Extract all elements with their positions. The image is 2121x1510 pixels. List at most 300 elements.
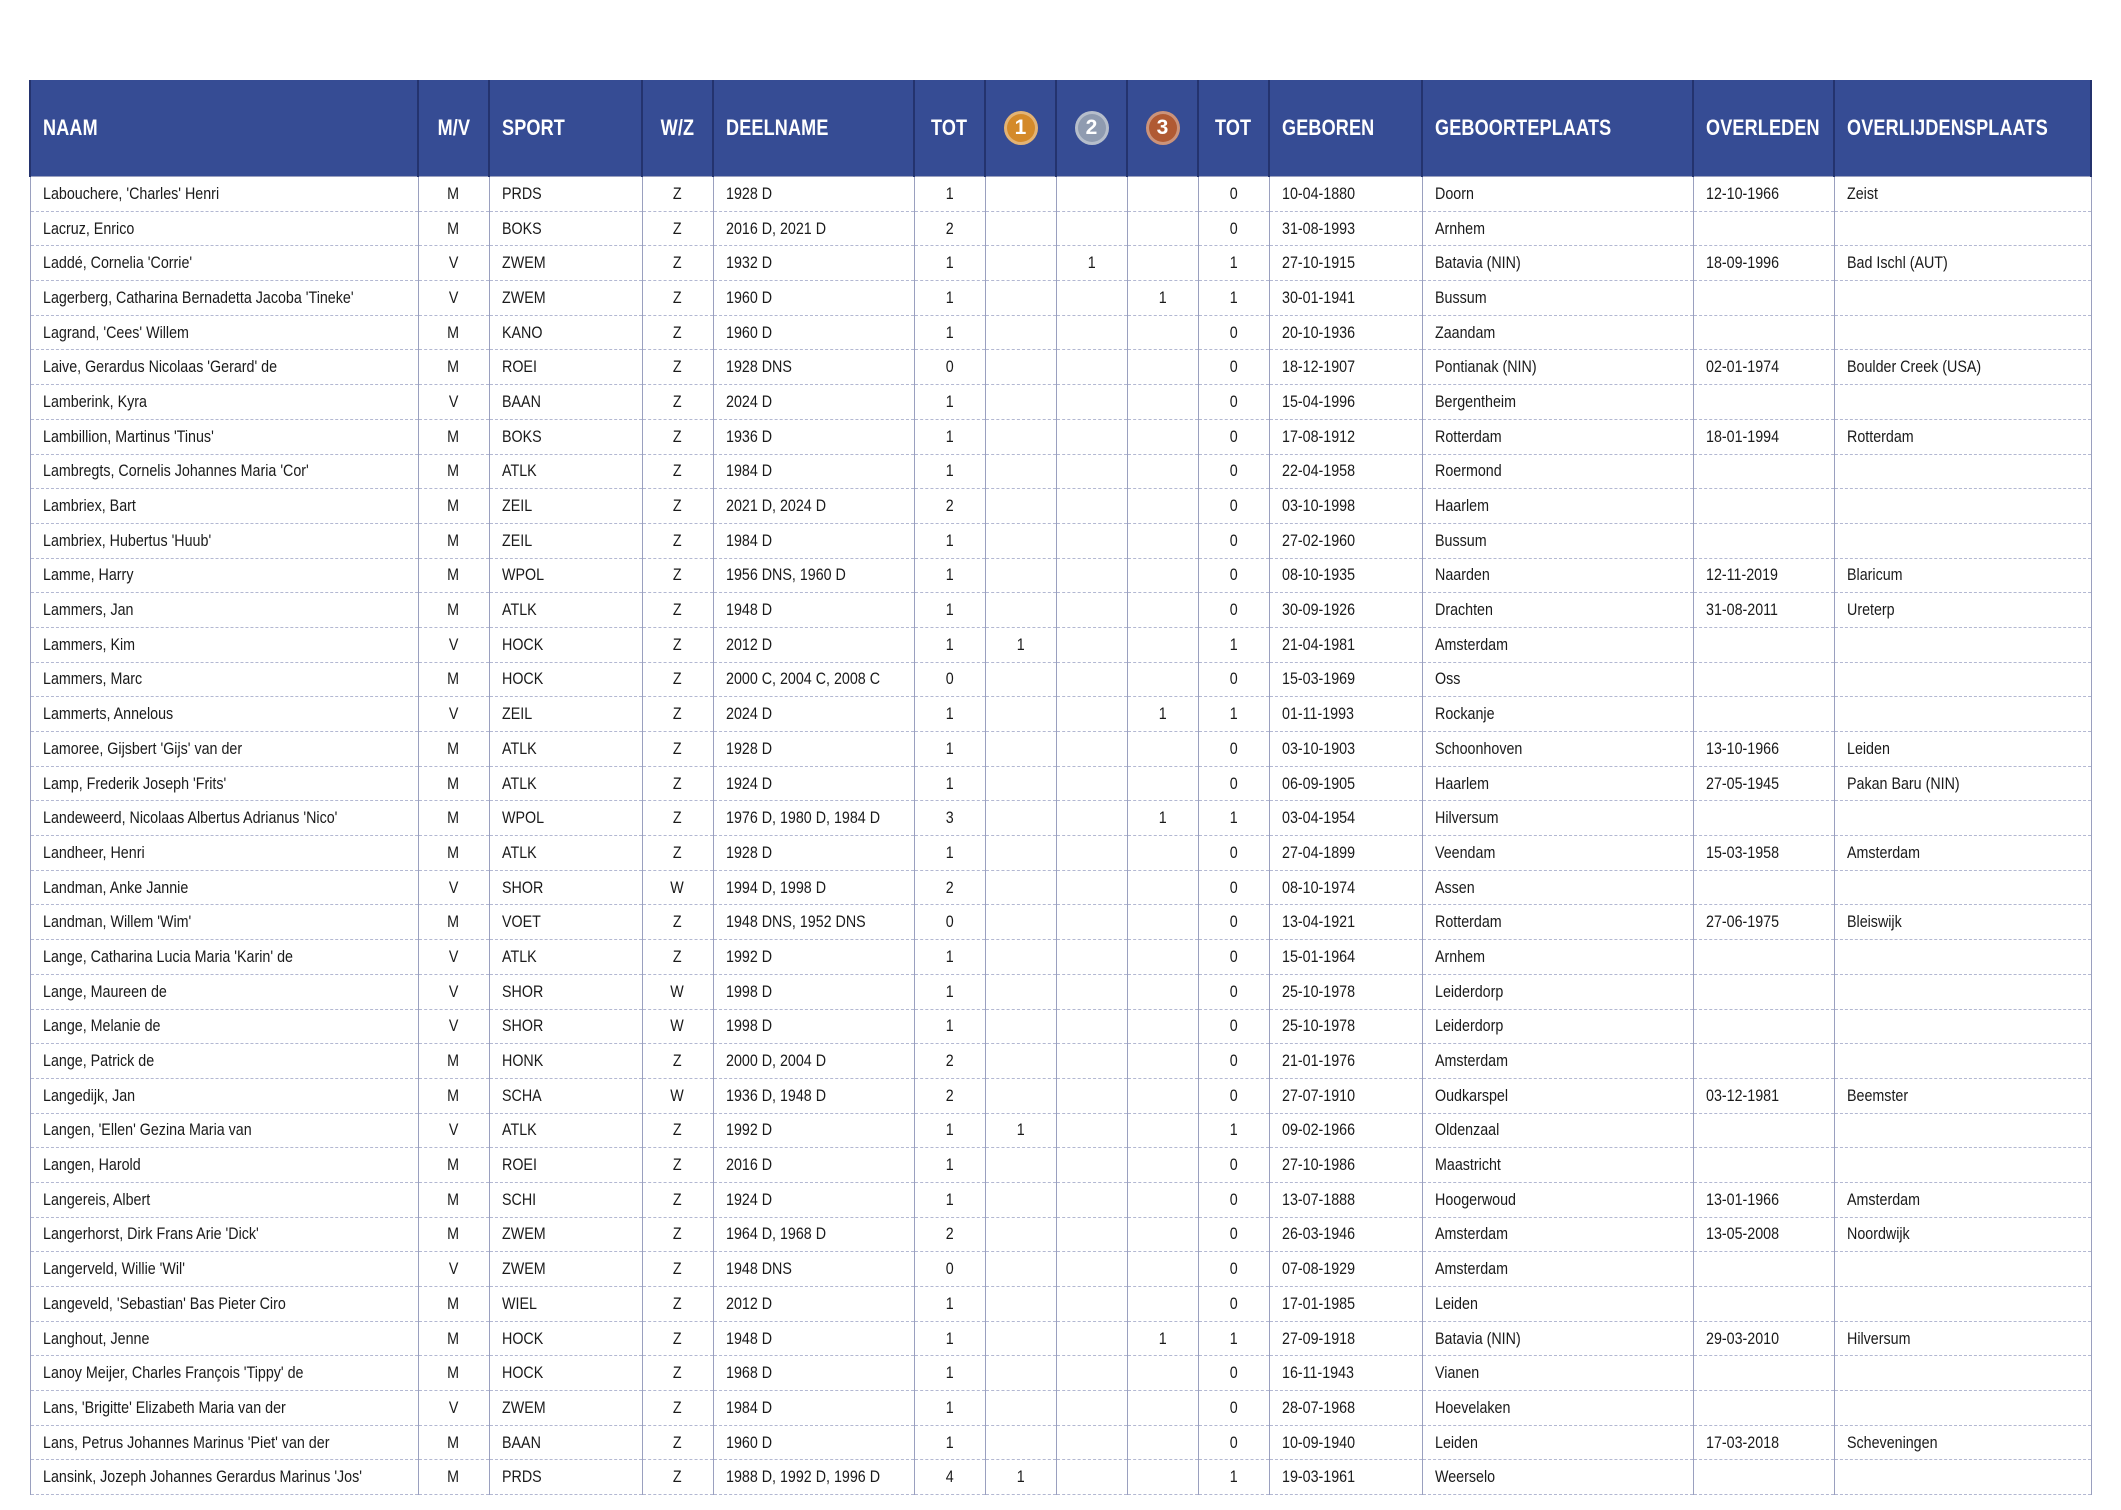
cell-geboren-text: 08-10-1974 [1281,877,1355,897]
cell-naam-text: Langen, Harold [42,1155,141,1175]
cell-overleden [1693,627,1834,662]
cell-naam-text: Labouchere, 'Charles' Henri [42,183,219,203]
cell-tot-medailles [1198,350,1269,385]
cell-geboorteplaats-text: Naarden [1434,565,1490,585]
cell-wz [642,870,713,905]
cell-brons [1127,662,1198,697]
cell-wz [642,454,713,489]
cell-brons [1127,940,1198,975]
cell-overlijdensplaats [1834,697,2091,732]
cell-tot-text: 2 [945,496,954,516]
cell-deelname [713,1252,914,1287]
cell-tot-medailles [1198,697,1269,732]
cell-tot-medailles [1198,1391,1269,1426]
cell-deelname-text: 2021 D, 2024 D [725,496,826,516]
cell-naam [30,385,418,420]
cell-wz [642,315,713,350]
cell-tot [914,1356,985,1391]
cell-overleden-text: 13-10-1966 [1705,738,1779,758]
cell-overlijdensplaats [1834,1321,2091,1356]
cell-mv [418,1252,489,1287]
cell-overlijdensplaats [1834,1252,2091,1287]
cell-tot-medailles [1198,905,1269,940]
cell-wz [642,1252,713,1287]
cell-deelname [713,211,914,246]
cell-overleden-text: 18-09-1996 [1705,253,1779,273]
cell-naam-text: Lammerts, Annelous [42,704,173,724]
cell-wz-text: Z [673,565,682,585]
cell-naam [30,177,418,212]
cell-deelname [713,489,914,524]
cell-naam [30,315,418,350]
cell-mv [418,177,489,212]
cell-geboren [1269,489,1422,524]
cell-zilver [1056,211,1127,246]
cell-deelname [713,1391,914,1426]
cell-mv-text: M [447,1328,460,1348]
cell-wz-text: Z [673,669,682,689]
cell-wz-text: Z [673,1155,682,1175]
cell-wz-text: Z [673,1397,682,1417]
cell-geboren-text: 07-08-1929 [1281,1259,1355,1279]
cell-brons [1127,558,1198,593]
cell-deelname [713,1009,914,1044]
cell-overleden [1693,177,1834,212]
cell-sport [489,1009,642,1044]
cell-zilver [1056,1425,1127,1460]
cell-naam [30,1460,418,1495]
table-body [30,177,2091,1495]
cell-sport [489,1287,642,1322]
cell-mv [418,489,489,524]
cell-geboren [1269,1113,1422,1148]
cell-sport [489,1217,642,1252]
cell-mv [418,732,489,767]
cell-zilver [1056,836,1127,871]
cell-sport-text: BOKS [501,218,542,238]
cell-deelname [713,454,914,489]
cell-zilver [1056,1287,1127,1322]
cell-tot-medailles [1198,177,1269,212]
cell-naam [30,350,418,385]
cell-overleden [1693,454,1834,489]
cell-zilver [1056,1460,1127,1495]
cell-geboren [1269,974,1422,1009]
cell-tot-text: 1 [945,426,954,446]
header-mv-label: M/V [437,115,470,140]
cell-geboorteplaats [1422,211,1693,246]
cell-tot-medailles [1198,1009,1269,1044]
cell-zilver [1056,315,1127,350]
cell-deelname [713,870,914,905]
cell-deelname-text: 1924 D [725,1189,772,1209]
cell-naam-text: Lamberink, Kyra [42,391,147,411]
cell-tot-text: 1 [945,530,954,550]
cell-naam [30,593,418,628]
cell-overlijdensplaats [1834,974,2091,1009]
cell-geboren-text: 09-02-1966 [1281,1120,1355,1140]
cell-overlijdensplaats [1834,385,2091,420]
cell-sport [489,1321,642,1356]
cell-overlijdensplaats-text: Pakan Baru (NIN) [1846,773,1960,793]
cell-zilver [1056,385,1127,420]
cell-mv [418,350,489,385]
cell-brons [1127,489,1198,524]
cell-tot-text: 1 [945,634,954,654]
cell-brons [1127,974,1198,1009]
cell-deelname-text: 1956 DNS, 1960 D [725,565,846,585]
cell-mv-text: M [447,1467,460,1487]
cell-zilver [1056,801,1127,836]
cell-deelname [713,558,914,593]
cell-tot [914,523,985,558]
cell-wz [642,766,713,801]
header-sport [489,80,642,177]
cell-overlijdensplaats [1834,1460,2091,1495]
cell-tot-medailles [1198,1287,1269,1322]
cell-wz [642,627,713,662]
cell-geboren-text: 22-04-1958 [1281,461,1355,481]
cell-brons [1127,419,1198,454]
cell-brons [1127,1009,1198,1044]
cell-overlijdensplaats-text: Amsterdam [1846,842,1920,862]
cell-overlijdensplaats [1834,1009,2091,1044]
cell-goud [985,1425,1056,1460]
cell-geboren-text: 27-07-1910 [1281,1085,1355,1105]
cell-naam-text: Lammers, Jan [42,600,133,620]
cell-mv [418,385,489,420]
cell-wz-text: W [670,877,685,897]
cell-wz [642,350,713,385]
cell-geboorteplaats-text: Hilversum [1434,808,1498,828]
table-row [30,662,2091,697]
cell-geboorteplaats [1422,281,1693,316]
cell-overleden-text: 27-06-1975 [1705,912,1779,932]
table-row [30,1148,2091,1183]
cell-mv-text: M [447,322,460,342]
cell-tot-text: 1 [945,1293,954,1313]
cell-naam-text: Lamme, Harry [42,565,133,585]
table-row [30,1009,2091,1044]
cell-mv [418,1009,489,1044]
cell-tot-medailles [1198,281,1269,316]
cell-mv [418,801,489,836]
cell-brons [1127,281,1198,316]
cell-sport [489,905,642,940]
cell-mv-text: M [447,773,460,793]
cell-naam [30,662,418,697]
cell-naam [30,558,418,593]
cell-mv [418,1425,489,1460]
cell-sport-text: VOET [501,912,541,932]
cell-goud [985,1321,1056,1356]
cell-tot-medailles-text: 0 [1229,530,1238,550]
cell-sport [489,974,642,1009]
cell-overlijdensplaats-text: Bad Ischl (AUT) [1846,253,1948,273]
cell-deelname-text: 1988 D, 1992 D, 1996 D [725,1467,880,1487]
cell-tot-medailles-text: 0 [1229,565,1238,585]
cell-wz-text: Z [673,842,682,862]
table-row [30,558,2091,593]
cell-overleden [1693,1044,1834,1079]
cell-deelname [713,385,914,420]
cell-tot-medailles-text: 0 [1229,218,1238,238]
cell-geboorteplaats [1422,627,1693,662]
cell-geboren [1269,558,1422,593]
cell-deelname-text: 1928 DNS [725,357,792,377]
cell-deelname [713,593,914,628]
cell-geboorteplaats-text: Veendam [1434,842,1495,862]
cell-overlijdensplaats [1834,1182,2091,1217]
cell-overlijdensplaats-text: Zeist [1846,183,1878,203]
table-row [30,870,2091,905]
cell-naam-text: Lange, Catharina Lucia Maria 'Karin' de [42,946,293,966]
cell-geboren-text: 25-10-1978 [1281,981,1355,1001]
cell-naam-text: Lanoy Meijer, Charles François 'Tippy' de [42,1363,303,1383]
cell-tot-text: 1 [945,1120,954,1140]
cell-sport-text: HOCK [501,669,543,689]
cell-zilver [1056,732,1127,767]
cell-wz [642,905,713,940]
cell-mv-text: V [448,704,459,724]
cell-brons [1127,211,1198,246]
cell-geboorteplaats [1422,1044,1693,1079]
cell-zilver [1056,766,1127,801]
cell-tot-medailles-text: 0 [1229,391,1238,411]
cell-zilver [1056,593,1127,628]
cell-overlijdensplaats-text: Boulder Creek (USA) [1846,357,1981,377]
cell-overlijdensplaats-text: Hilversum [1846,1328,1910,1348]
cell-geboren [1269,1391,1422,1426]
cell-geboren-text: 27-10-1986 [1281,1155,1355,1175]
cell-mv [418,836,489,871]
cell-wz [642,1425,713,1460]
cell-geboren [1269,627,1422,662]
cell-deelname [713,1356,914,1391]
cell-goud [985,315,1056,350]
cell-sport [489,246,642,281]
cell-naam [30,246,418,281]
cell-goud [985,766,1056,801]
cell-sport [489,558,642,593]
cell-geboorteplaats-text: Assen [1434,877,1475,897]
cell-geboorteplaats-text: Bussum [1434,287,1487,307]
cell-overleden [1693,246,1834,281]
cell-wz-text: Z [673,808,682,828]
cell-deelname [713,1460,914,1495]
cell-overleden [1693,1460,1834,1495]
cell-brons [1127,1044,1198,1079]
cell-tot-medailles [1198,593,1269,628]
cell-tot-text: 2 [945,1224,954,1244]
cell-naam [30,1182,418,1217]
cell-tot-medailles-text: 0 [1229,669,1238,689]
cell-wz-text: Z [673,530,682,550]
cell-mv-text: M [447,1293,460,1313]
cell-tot [914,385,985,420]
cell-geboren-text: 27-02-1960 [1281,530,1355,550]
cell-wz-text: Z [673,600,682,620]
cell-goud [985,350,1056,385]
cell-wz [642,697,713,732]
cell-brons [1127,523,1198,558]
table-row [30,385,2091,420]
header-overleden [1693,80,1834,177]
cell-tot-medailles [1198,1356,1269,1391]
cell-tot-medailles-text: 0 [1229,1085,1238,1105]
cell-overleden [1693,697,1834,732]
cell-overlijdensplaats [1834,246,2091,281]
cell-wz-text: Z [673,912,682,932]
table-row [30,246,2091,281]
cell-overlijdensplaats [1834,211,2091,246]
cell-tot [914,1460,985,1495]
cell-sport-text: BAAN [501,1432,541,1452]
header-tot-label: TOT [931,115,968,140]
cell-tot-medailles-text: 0 [1229,1363,1238,1383]
cell-wz-text: Z [673,1120,682,1140]
cell-tot-medailles [1198,1148,1269,1183]
cell-brons [1127,801,1198,836]
cell-tot-text: 1 [945,322,954,342]
table-row [30,627,2091,662]
cell-tot-medailles-text: 0 [1229,1051,1238,1071]
cell-geboorteplaats [1422,523,1693,558]
cell-tot-text: 1 [945,1189,954,1209]
cell-wz [642,558,713,593]
cell-geboorteplaats-text: Weerselo [1434,1467,1495,1487]
cell-tot [914,836,985,871]
cell-overlijdensplaats-text: Noordwijk [1846,1224,1910,1244]
cell-geboren-text: 03-04-1954 [1281,808,1355,828]
cell-goud [985,177,1056,212]
cell-sport-text: HONK [501,1051,543,1071]
header-mv [418,80,489,177]
cell-geboren [1269,419,1422,454]
cell-mv [418,419,489,454]
cell-overleden [1693,940,1834,975]
cell-naam [30,523,418,558]
cell-zilver [1056,523,1127,558]
cell-sport-text: SHOR [501,877,543,897]
cell-mv-text: M [447,461,460,481]
cell-goud [985,1009,1056,1044]
cell-brons [1127,385,1198,420]
header-naam-label: NAAM [43,115,98,140]
cell-goud [985,697,1056,732]
cell-goud [985,870,1056,905]
cell-geboren-text: 10-09-1940 [1281,1432,1355,1452]
cell-tot-text: 1 [945,565,954,585]
table-row [30,1460,2091,1495]
cell-geboorteplaats-text: Oss [1434,669,1460,689]
cell-wz-text: Z [673,391,682,411]
cell-brons [1127,1321,1198,1356]
cell-zilver [1056,1391,1127,1426]
table-row [30,489,2091,524]
cell-tot-medailles [1198,419,1269,454]
cell-deelname-text: 1998 D [725,981,772,1001]
cell-mv [418,1460,489,1495]
cell-overleden [1693,281,1834,316]
cell-sport [489,940,642,975]
cell-sport-text: ZEIL [501,496,532,516]
cell-tot-text: 2 [945,1051,954,1071]
cell-naam-text: Lange, Melanie de [42,1016,161,1036]
cell-wz-text: Z [673,738,682,758]
cell-geboren-text: 30-01-1941 [1281,287,1355,307]
cell-geboren [1269,1287,1422,1322]
cell-overleden [1693,732,1834,767]
cell-tot-medailles [1198,1425,1269,1460]
cell-geboorteplaats-text: Pontianak (NIN) [1434,357,1537,377]
cell-deelname [713,905,914,940]
cell-tot [914,801,985,836]
cell-geboorteplaats [1422,489,1693,524]
cell-geboren [1269,1252,1422,1287]
cell-geboorteplaats [1422,940,1693,975]
cell-geboorteplaats [1422,454,1693,489]
cell-naam-text: Lagrand, 'Cees' Willem [42,322,189,342]
cell-tot-medailles [1198,489,1269,524]
header-overlijdensplaats-label: OVERLIJDENSPLAATS [1847,115,2048,140]
cell-geboorteplaats [1422,697,1693,732]
cell-mv-text: V [448,1397,459,1417]
cell-mv-text: M [447,1224,460,1244]
cell-naam [30,1148,418,1183]
cell-goud [985,489,1056,524]
cell-goud [985,1148,1056,1183]
cell-sport [489,454,642,489]
cell-goud [985,1391,1056,1426]
cell-overleden [1693,523,1834,558]
cell-mv-text: M [447,842,460,862]
cell-geboren-text: 13-07-1888 [1281,1189,1355,1209]
cell-sport-text: ZWEM [501,287,546,307]
cell-geboren [1269,905,1422,940]
cell-sport [489,766,642,801]
cell-mv [418,1044,489,1079]
cell-naam [30,419,418,454]
cell-sport-text: ZWEM [501,253,546,273]
cell-deelname [713,315,914,350]
cell-goud [985,801,1056,836]
cell-mv-text: V [448,1259,459,1279]
cell-tot-medailles-text: 0 [1229,912,1238,932]
cell-geboorteplaats-text: Vianen [1434,1363,1479,1383]
cell-overlijdensplaats [1834,350,2091,385]
cell-tot-text: 0 [945,1259,954,1279]
cell-overleden-text: 13-05-2008 [1705,1224,1779,1244]
cell-tot [914,1287,985,1322]
cell-goud [985,419,1056,454]
cell-deelname-text: 1992 D [725,1120,772,1140]
cell-naam-text: Langereis, Albert [42,1189,150,1209]
cell-sport-text: ATLK [501,773,537,793]
cell-mv-text: M [447,1432,460,1452]
cell-brons [1127,1391,1198,1426]
cell-sport-text: ATLK [501,738,537,758]
cell-deelname [713,1044,914,1079]
cell-naam-text: Landeweerd, Nicolaas Albertus Adrianus 'Nico' [42,808,337,828]
cell-brons [1127,1287,1198,1322]
cell-tot [914,1425,985,1460]
cell-geboren [1269,211,1422,246]
cell-geboren [1269,1425,1422,1460]
cell-mv-text: M [447,426,460,446]
cell-deelname [713,766,914,801]
cell-geboorteplaats-text: Bussum [1434,530,1487,550]
